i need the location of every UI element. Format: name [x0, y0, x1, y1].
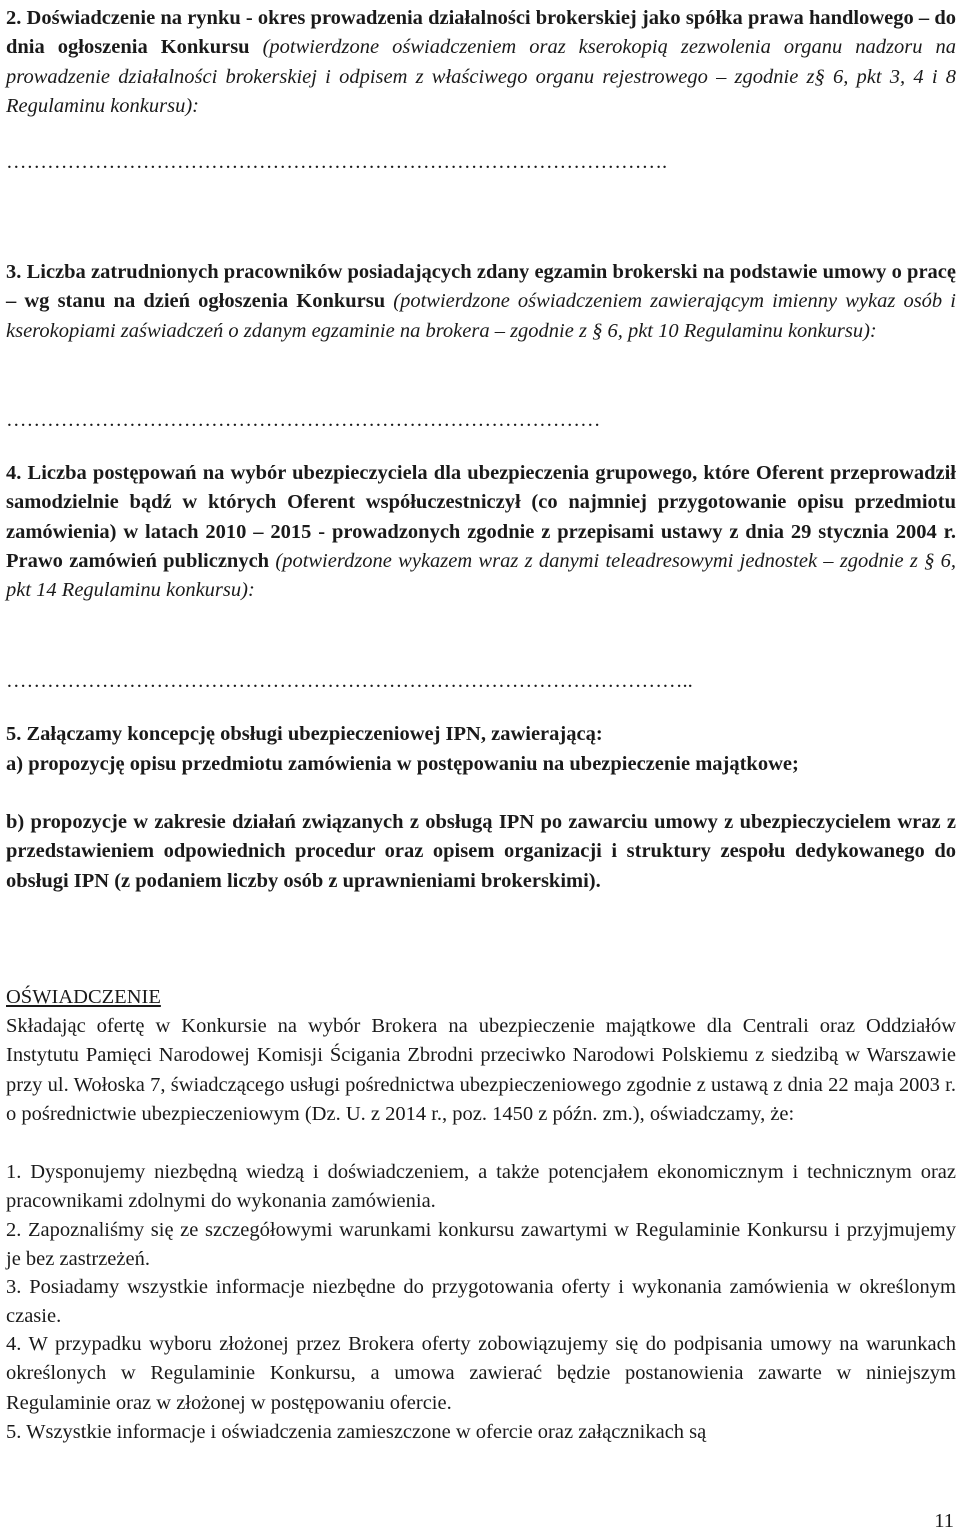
- section-4-title: 4. Liczba postępowań na wybór ubezpieczyciela dla ubezpieczenia grupowego, które Oferent przeprowadził samodzielnie bądź w których Oferent współuczestniczył (co najmniej przygotowanie opisu przedmiotu zamówienia) w latach 2010 – 2015 - prowadzonych zgodnie z przepisami ustawy z dnia 29 stycznia 2004 r. Prawo zamówień publicznych: [6, 462, 956, 572]
- section-5-intro: 5. Załączamy koncepcję obsługi ubezpieczeniowej IPN, zawierającą:: [6, 723, 603, 745]
- section-2-title: 2. Doświadczenie na rynku - okres prowadzenia działalności brokerskiej jako spółka prawa handlowego – do dnia ogłoszenia Konkursu: [6, 7, 956, 59]
- section-3-title: 3. Liczba zatrudnionych pracowników posiadających zdany egzamin brokerski na podstawie umowy o pracę – wg stanu na dzień ogłoszenia Konkursu: [6, 261, 956, 313]
- section-4-paragraph: [6, 459, 956, 605]
- section-4-note: (potwierdzone wykazem wraz z danymi teleadresowymi jednostek – zgodnie z § 6, pkt 14 Regulaminu konkursu):: [6, 549, 957, 602]
- statement-heading: OŚWIADCZENIE: [6, 986, 161, 1008]
- statement-point-3: 3. Posiadamy wszystkie informacje niezbędne do przygotowania oferty i wykonania zamówienia w określonym czasie.: [6, 1276, 956, 1328]
- statement-point-2: 2. Zapoznaliśmy się ze szczegółowymi warunkami konkursu zawartymi w Regulaminie Konkursu i przyjmujemy je bez zastrzeżeń.: [6, 1219, 956, 1271]
- page-number: 11: [934, 1510, 954, 1532]
- statement-point-5: 5. Wszystkie informacje i oświadczenia zamieszczone w ofercie oraz załącznikach są: [6, 1421, 707, 1443]
- section-3-answer-line: ……………………………………………………………………………: [6, 409, 601, 431]
- statement-intro: Składając ofertę w Konkursie na wybór Brokera na ubezpieczenie majątkowe dla Centrali oraz Oddziałów Instytutu Pamięci Narodowej Komisji Ścigania Zbrodni przeciwko Narodowi Polskiemu z siedzibą w Warszawie przy ul. Wołoska 7, świadczącego usługi pośrednictwa ubezpieczeniowego zgodnie z ustawą z dnia 22 maja 2003 r. o pośrednictwie ubezpieczeniowym (Dz. U. z 2014 r., poz. 1450 z późn. zm.), oświadczamy, że:: [6, 1015, 956, 1125]
- statement-point-4: 4. W przypadku wyboru złożonej przez Brokera oferty zobowiązujemy się do podpisania umowy na warunkach określonych w Regulaminie Konkursu, a umowa zawierać będzie postanowienia zawarte w niniejszym Regulaminie oraz w złożonej w postępowaniu ofercie.: [6, 1333, 956, 1414]
- section-4-answer-line: ………………………………………………………………………………………..: [6, 670, 693, 692]
- section-3-paragraph: [6, 258, 956, 346]
- section-2-answer-line: …………………………………………………………………………………….: [6, 151, 668, 173]
- section-2-note: (potwierdzone oświadczeniem oraz kserokopią zezwolenia organu nadzoru na prowadzenie działalności brokerskiej i odpisem z właściwego organu rejestrowego – zgodnie z§ 6, pkt 3, 4 i 8 Regulaminu konkursu):: [6, 36, 956, 117]
- section-5-item-a: a) propozycję opisu przedmiotu zamówienia w postępowaniu na ubezpieczenie majątkowe;: [6, 753, 799, 775]
- section-3-note: (potwierdzone oświadczeniem zawierającym imienny wykaz osób i kserokopiami zaświadczeń o zdanym egzaminie na brokera – zgodnie z § 6, pkt 10 Regulaminu konkursu):: [6, 290, 956, 342]
- section-2-paragraph: [6, 4, 956, 121]
- statement-point-1: 1. Dysponujemy niezbędną wiedzą i doświadczeniem, a także potencjałem ekonomicznym i technicznym oraz pracownikami zdolnymi do wykonania zamówienia.: [6, 1161, 956, 1213]
- section-5-item-b: b) propozycje w zakresie działań związanych z obsługą IPN po zawarciu umowy z ubezpieczycielem wraz z przedstawieniem odpowiednich procedur oraz opisem organizacji i struktury zespołu dedykowanego do obsługi IPN (z podaniem liczby osób z uprawnieniami brokerskimi).: [6, 811, 956, 892]
